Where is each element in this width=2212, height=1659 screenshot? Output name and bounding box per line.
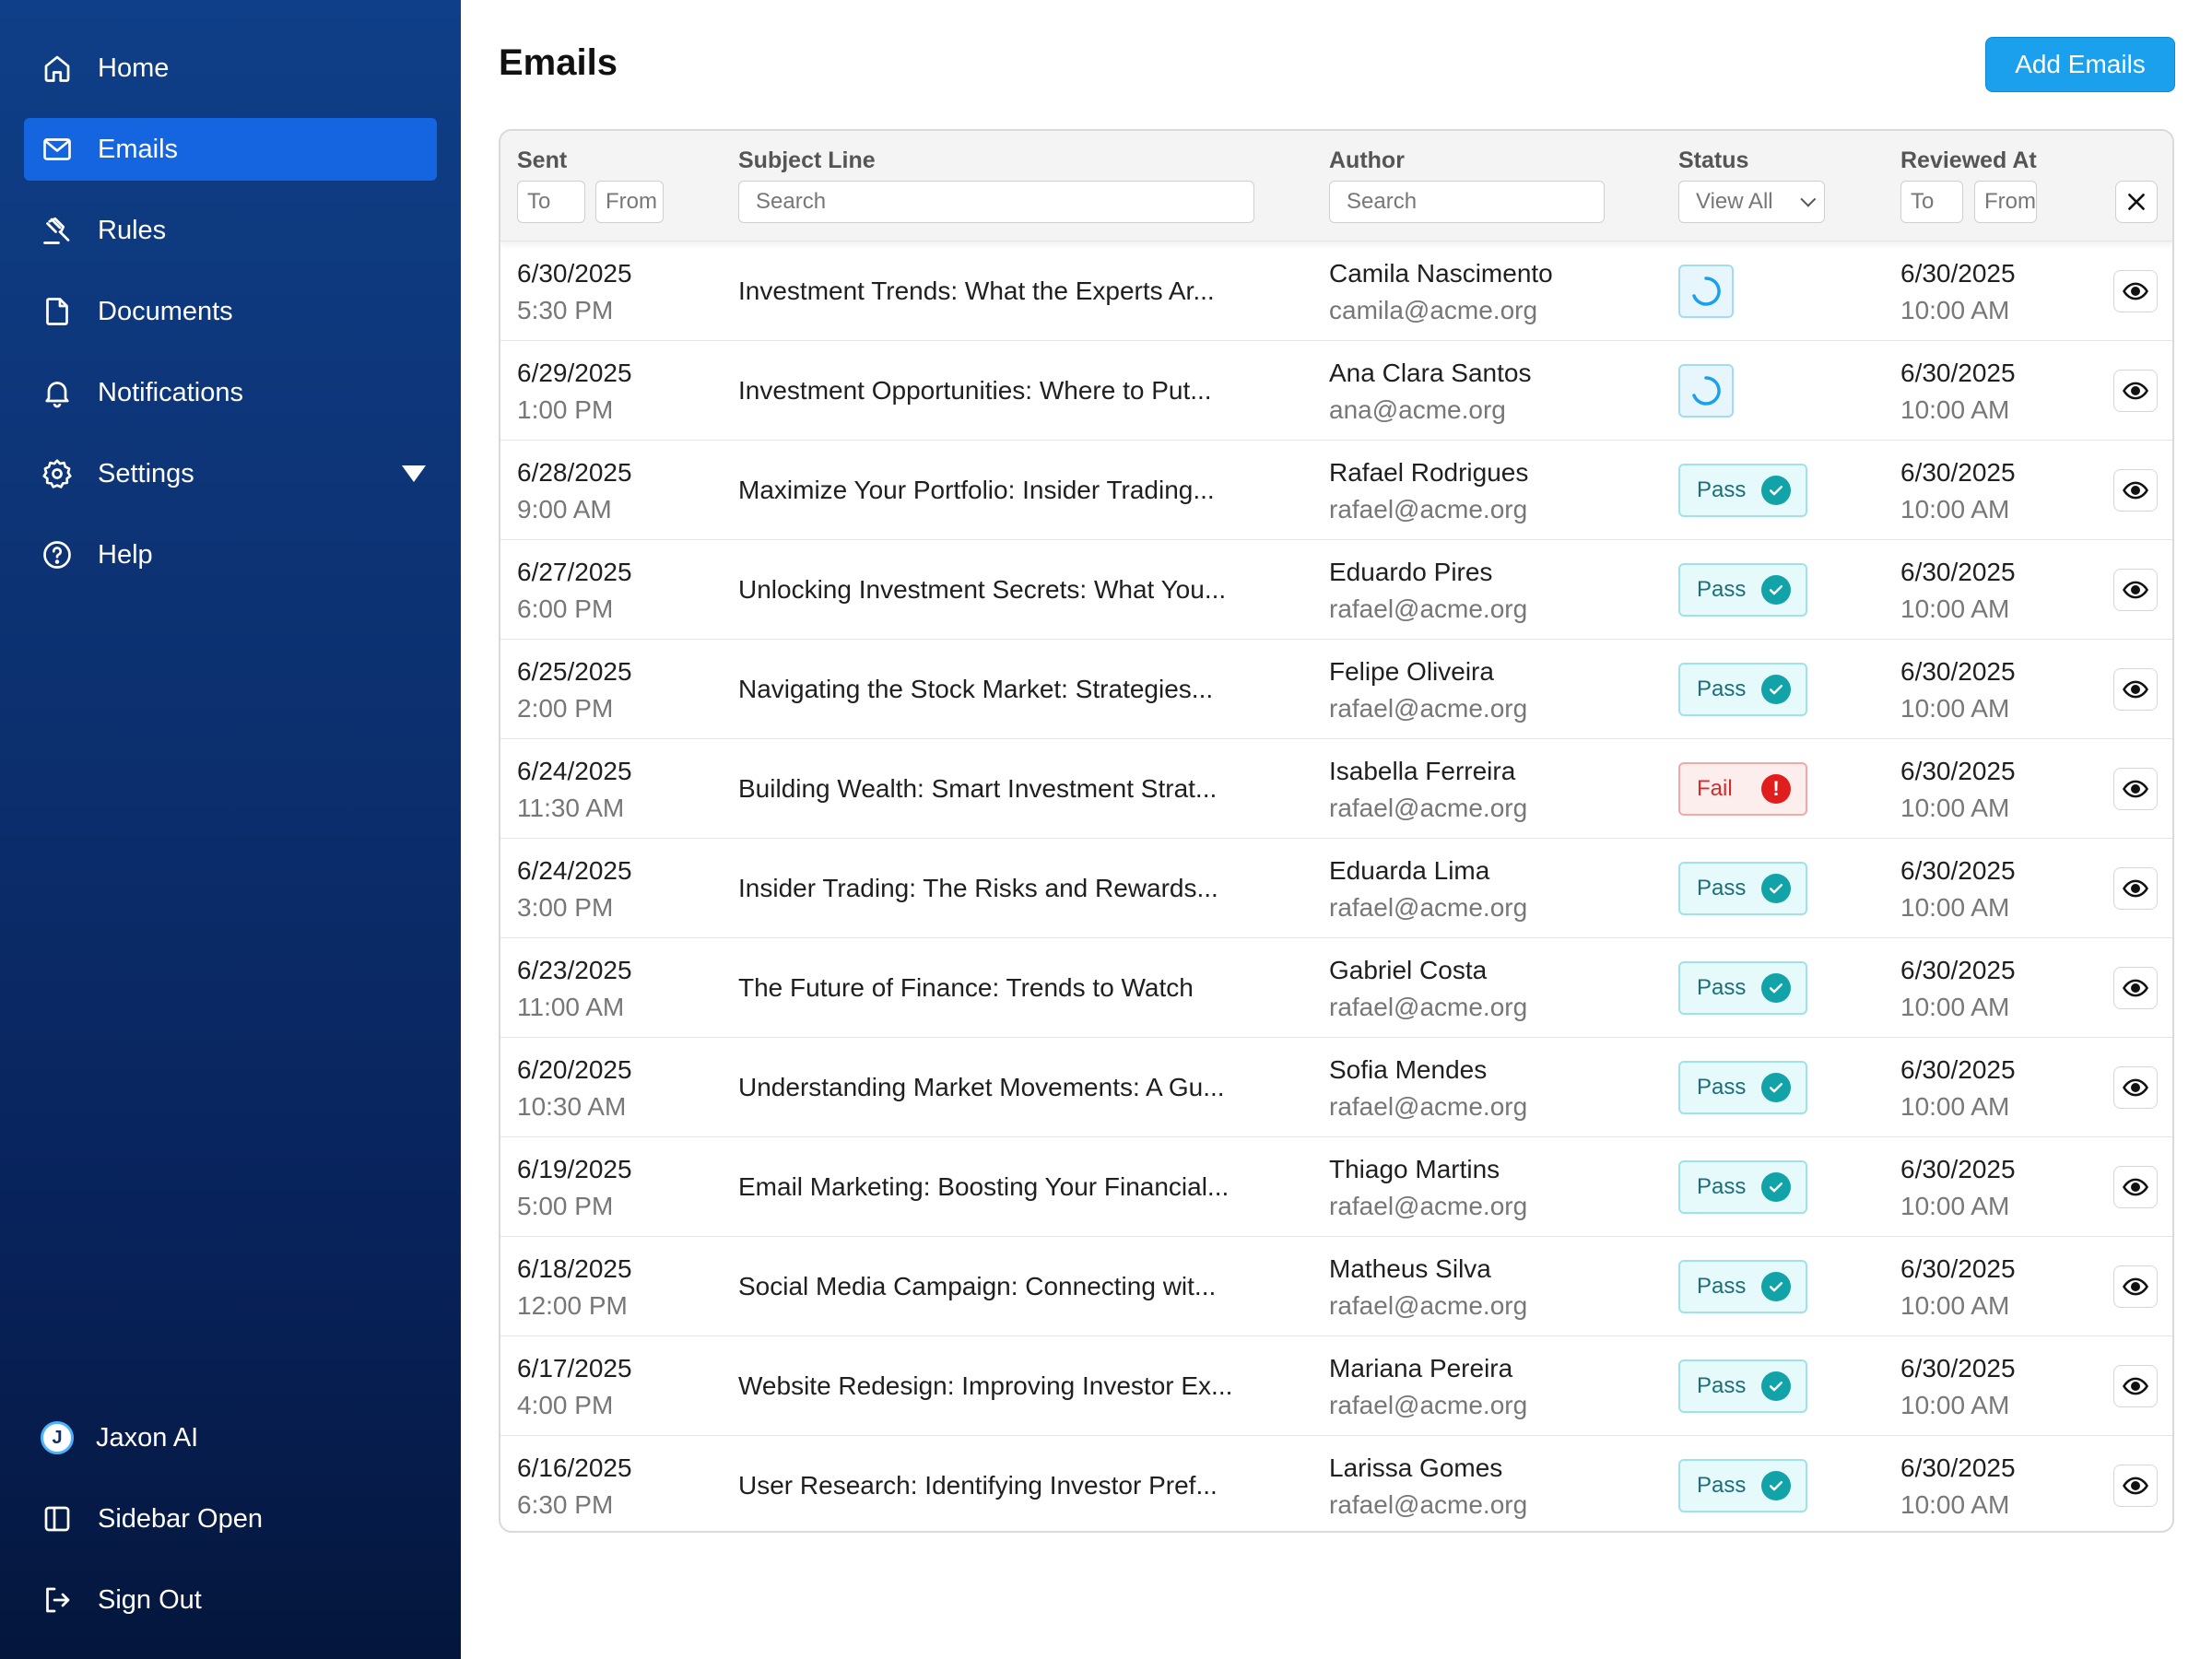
status-badge bbox=[1678, 762, 1807, 816]
sent-date: 6/28/2025 bbox=[517, 458, 632, 487]
subject-search-input[interactable]: Search bbox=[738, 181, 1254, 223]
reviewed-time: 10:00 AM bbox=[1900, 594, 2010, 623]
sidebar-item-label: Documents bbox=[98, 296, 233, 326]
reviewed-date: 6/30/2025 bbox=[1900, 1453, 2016, 1482]
eye-icon bbox=[2122, 1472, 2149, 1500]
author-name: Gabriel Costa bbox=[1329, 956, 1488, 984]
sent-cell bbox=[517, 1251, 632, 1324]
reviewed-cell bbox=[1900, 255, 2016, 329]
author-name: Thiago Martins bbox=[1329, 1155, 1500, 1183]
gavel-icon bbox=[39, 212, 76, 249]
gear-icon bbox=[39, 455, 76, 492]
author-search-input[interactable]: Search bbox=[1329, 181, 1605, 223]
eye-icon bbox=[2122, 576, 2149, 604]
bell-icon bbox=[39, 374, 76, 411]
page-title: Emails bbox=[499, 42, 618, 83]
author-email: ana@acme.org bbox=[1329, 395, 1506, 424]
view-email-button[interactable] bbox=[2113, 569, 2158, 611]
reviewed-cell bbox=[1900, 454, 2016, 528]
status-label: Pass bbox=[1697, 975, 1747, 1000]
reviewed-time: 10:00 AM bbox=[1900, 395, 2010, 424]
view-email-button[interactable] bbox=[2113, 469, 2158, 512]
reviewed-time: 10:00 AM bbox=[1900, 1092, 2010, 1121]
sent-time: 5:30 PM bbox=[517, 296, 614, 324]
column-header-status[interactable]: Status bbox=[1678, 147, 1749, 173]
column-header-reviewed[interactable]: Reviewed At bbox=[1900, 147, 2037, 173]
check-circle-icon bbox=[1761, 675, 1791, 704]
eye-icon bbox=[2122, 974, 2149, 1002]
reviewed-cell bbox=[1900, 1251, 2016, 1324]
author-cell bbox=[1329, 1052, 1527, 1125]
reviewed-time: 10:00 AM bbox=[1900, 296, 2010, 324]
author-name: Ana Clara Santos bbox=[1329, 359, 1532, 387]
subject-cell: The Future of Finance: Trends to Watch bbox=[738, 973, 1194, 1002]
eye-icon bbox=[2122, 1074, 2149, 1101]
document-icon bbox=[39, 293, 76, 330]
status-label: Pass bbox=[1697, 1473, 1747, 1498]
check-circle-icon bbox=[1761, 476, 1791, 505]
loading-spinner-icon bbox=[1688, 372, 1724, 409]
sent-cell bbox=[517, 1450, 632, 1524]
author-name: Rafael Rodrigues bbox=[1329, 458, 1529, 487]
home-icon bbox=[39, 50, 76, 87]
author-cell bbox=[1329, 355, 1531, 429]
sidebar-icon bbox=[39, 1500, 76, 1537]
status-badge bbox=[1678, 1061, 1807, 1114]
status-badge bbox=[1678, 1160, 1807, 1214]
sent-date: 6/20/2025 bbox=[517, 1055, 632, 1084]
status-label: Pass bbox=[1697, 1075, 1747, 1100]
author-cell bbox=[1329, 554, 1527, 628]
alert-circle-icon: ! bbox=[1761, 774, 1791, 804]
column-header-author[interactable]: Author bbox=[1329, 147, 1405, 173]
eye-icon bbox=[2122, 775, 2149, 803]
sent-cell bbox=[517, 1052, 632, 1125]
reviewed-from-input[interactable]: From bbox=[1974, 181, 2037, 223]
sent-cell bbox=[517, 1151, 632, 1225]
sidebar-item-home[interactable] bbox=[24, 37, 437, 100]
author-email: rafael@acme.org bbox=[1329, 993, 1528, 1021]
subject-cell: Email Marketing: Boosting Your Financial... bbox=[738, 1172, 1230, 1201]
subject-cell: Website Redesign: Improving Investor Ex... bbox=[738, 1371, 1233, 1400]
table-row[interactable] bbox=[500, 1038, 2172, 1137]
author-name: Felipe Oliveira bbox=[1329, 657, 1494, 686]
avatar: J bbox=[41, 1421, 74, 1454]
eye-icon bbox=[2122, 875, 2149, 902]
sent-date: 6/17/2025 bbox=[517, 1354, 632, 1382]
check-circle-icon bbox=[1761, 1172, 1791, 1202]
sent-cell bbox=[517, 454, 632, 528]
reviewed-cell bbox=[1900, 853, 2016, 926]
reviewed-cell bbox=[1900, 653, 2016, 727]
eye-icon bbox=[2122, 1372, 2149, 1400]
author-name: Eduardo Pires bbox=[1329, 558, 1493, 586]
check-circle-icon bbox=[1761, 575, 1791, 605]
sent-date: 6/19/2025 bbox=[517, 1155, 632, 1183]
sent-time: 11:00 AM bbox=[517, 993, 625, 1021]
sidebar-item-label: Notifications bbox=[98, 377, 243, 407]
sent-cell bbox=[517, 355, 632, 429]
author-email: rafael@acme.org bbox=[1329, 495, 1528, 524]
reviewed-cell bbox=[1900, 952, 2016, 1026]
sent-cell bbox=[517, 554, 632, 628]
column-header-sent[interactable]: Sent bbox=[517, 147, 568, 173]
sent-date: 6/18/2025 bbox=[517, 1254, 632, 1283]
author-cell bbox=[1329, 952, 1527, 1026]
author-email: rafael@acme.org bbox=[1329, 594, 1528, 623]
author-name: Larissa Gomes bbox=[1329, 1453, 1503, 1482]
author-email: rafael@acme.org bbox=[1329, 1092, 1528, 1121]
sidebar-item-emails[interactable] bbox=[24, 118, 437, 181]
table-row[interactable] bbox=[500, 739, 2172, 839]
status-label: Pass bbox=[1697, 1373, 1747, 1398]
sidebar-item-account[interactable] bbox=[24, 1406, 437, 1469]
sent-time: 3:00 PM bbox=[517, 893, 614, 922]
table-row[interactable] bbox=[500, 540, 2172, 640]
table-header bbox=[500, 131, 2172, 241]
status-badge bbox=[1678, 1459, 1807, 1512]
view-email-button[interactable] bbox=[2113, 1265, 2158, 1308]
sent-time: 6:30 PM bbox=[517, 1490, 614, 1519]
sidebar-item-help[interactable] bbox=[24, 524, 437, 586]
subject-cell: Maximize Your Portfolio: Insider Trading... bbox=[738, 476, 1215, 504]
author-name: Camila Nascimento bbox=[1329, 259, 1553, 288]
sidebar bbox=[0, 0, 461, 1659]
author-email: rafael@acme.org bbox=[1329, 1490, 1528, 1519]
check-circle-icon bbox=[1761, 1371, 1791, 1401]
sign-out-button[interactable] bbox=[24, 1569, 437, 1631]
sent-time: 1:00 PM bbox=[517, 395, 614, 424]
reviewed-time: 10:00 AM bbox=[1900, 1391, 2010, 1419]
reviewed-date: 6/30/2025 bbox=[1900, 1254, 2016, 1283]
status-label: Pass bbox=[1697, 1174, 1747, 1199]
status-label: Pass bbox=[1697, 677, 1747, 701]
sent-from-input[interactable]: From bbox=[595, 181, 664, 223]
author-email: rafael@acme.org bbox=[1329, 893, 1528, 922]
status-label: Fail bbox=[1697, 776, 1733, 801]
table-row[interactable] bbox=[500, 839, 2172, 938]
author-cell bbox=[1329, 1251, 1527, 1324]
reviewed-time: 10:00 AM bbox=[1900, 794, 2010, 822]
reviewed-date: 6/30/2025 bbox=[1900, 259, 2016, 288]
author-name: Eduarda Lima bbox=[1329, 856, 1490, 885]
sidebar-item-label: Home bbox=[98, 53, 170, 83]
sent-time: 6:00 PM bbox=[517, 594, 614, 623]
reviewed-time: 10:00 AM bbox=[1900, 1192, 2010, 1220]
subject-cell: Investment Opportunities: Where to Put... bbox=[738, 376, 1212, 405]
reviewed-time: 10:00 AM bbox=[1900, 495, 2010, 524]
view-email-button[interactable] bbox=[2113, 867, 2158, 910]
reviewed-date: 6/30/2025 bbox=[1900, 757, 2016, 785]
view-email-button[interactable] bbox=[2113, 768, 2158, 810]
sidebar-toggle[interactable] bbox=[24, 1488, 437, 1550]
reviewed-cell bbox=[1900, 355, 2016, 429]
author-name: Matheus Silva bbox=[1329, 1254, 1491, 1283]
sent-date: 6/24/2025 bbox=[517, 757, 632, 785]
author-name: Mariana Pereira bbox=[1329, 1354, 1513, 1382]
clear-filters-button[interactable] bbox=[2115, 181, 2158, 223]
sent-to-input[interactable]: To bbox=[517, 181, 585, 223]
subject-cell: Unlocking Investment Secrets: What You... bbox=[738, 575, 1227, 604]
sent-date: 6/30/2025 bbox=[517, 259, 632, 288]
table-row[interactable] bbox=[500, 1436, 2172, 1533]
sidebar-item-label: Help bbox=[98, 539, 153, 570]
author-cell bbox=[1329, 1350, 1527, 1424]
account-name: Jaxon AI bbox=[96, 1422, 199, 1453]
reviewed-time: 10:00 AM bbox=[1900, 1291, 2010, 1320]
status-badge-pending bbox=[1678, 364, 1734, 418]
sent-time: 5:00 PM bbox=[517, 1192, 614, 1220]
reviewed-cell bbox=[1900, 753, 2016, 827]
subject-cell: Understanding Market Movements: A Gu... bbox=[738, 1073, 1225, 1101]
status-badge bbox=[1678, 1260, 1807, 1313]
view-email-button[interactable] bbox=[2113, 1066, 2158, 1109]
author-email: rafael@acme.org bbox=[1329, 794, 1528, 822]
sign-out-icon bbox=[39, 1582, 76, 1618]
help-icon bbox=[39, 536, 76, 573]
reviewed-time: 10:00 AM bbox=[1900, 1490, 2010, 1519]
sent-cell bbox=[517, 853, 632, 926]
table-row[interactable] bbox=[500, 1137, 2172, 1237]
status-badge bbox=[1678, 961, 1807, 1015]
sent-date: 6/25/2025 bbox=[517, 657, 632, 686]
reviewed-date: 6/30/2025 bbox=[1900, 1055, 2016, 1084]
eye-icon bbox=[2122, 676, 2149, 703]
add-emails-button[interactable]: Add Emails bbox=[1985, 37, 2175, 92]
view-email-button[interactable] bbox=[2113, 967, 2158, 1009]
eye-icon bbox=[2122, 477, 2149, 504]
author-cell bbox=[1329, 853, 1527, 926]
check-circle-icon bbox=[1761, 1073, 1791, 1102]
table-row[interactable] bbox=[500, 1237, 2172, 1336]
author-cell bbox=[1329, 1450, 1527, 1524]
status-label: Pass bbox=[1697, 477, 1747, 502]
chevron-down-icon[interactable] bbox=[402, 465, 426, 482]
author-name: Sofia Mendes bbox=[1329, 1055, 1488, 1084]
author-email: rafael@acme.org bbox=[1329, 694, 1528, 723]
author-name: Isabella Ferreira bbox=[1329, 757, 1516, 785]
sidebar-bottom bbox=[24, 1406, 437, 1650]
sent-cell bbox=[517, 255, 632, 329]
subject-cell: Building Wealth: Smart Investment Strat... bbox=[738, 774, 1218, 803]
view-email-button[interactable] bbox=[2113, 668, 2158, 711]
status-badge bbox=[1678, 663, 1807, 716]
reviewed-cell bbox=[1900, 1350, 2016, 1424]
main-content bbox=[461, 0, 2212, 1659]
view-email-button[interactable] bbox=[2113, 270, 2158, 312]
reviewed-date: 6/30/2025 bbox=[1900, 359, 2016, 387]
sent-time: 4:00 PM bbox=[517, 1391, 614, 1419]
subject-cell: Insider Trading: The Risks and Rewards... bbox=[738, 874, 1218, 902]
view-email-button[interactable] bbox=[2113, 370, 2158, 412]
sidebar-item-label: Rules bbox=[98, 215, 167, 245]
eye-icon bbox=[2122, 277, 2149, 305]
status-badge bbox=[1678, 464, 1807, 517]
sidebar-toggle-label: Sidebar Open bbox=[98, 1503, 263, 1534]
sent-time: 12:00 PM bbox=[517, 1291, 628, 1320]
sidebar-item-documents[interactable] bbox=[24, 280, 437, 343]
sidebar-item-settings[interactable] bbox=[24, 442, 437, 505]
chevron-down-icon bbox=[1800, 192, 1816, 207]
eye-icon bbox=[2122, 1173, 2149, 1201]
view-email-button[interactable] bbox=[2113, 1465, 2158, 1507]
status-select[interactable] bbox=[1678, 181, 1825, 223]
reviewed-date: 6/30/2025 bbox=[1900, 856, 2016, 885]
status-label: Pass bbox=[1697, 577, 1747, 602]
status-badge-pending bbox=[1678, 265, 1734, 318]
check-circle-icon bbox=[1761, 1471, 1791, 1500]
sign-out-label: Sign Out bbox=[98, 1584, 202, 1615]
subject-cell: Investment Trends: What the Experts Ar... bbox=[738, 276, 1215, 305]
status-label: Pass bbox=[1697, 876, 1747, 900]
status-badge bbox=[1678, 862, 1807, 915]
reviewed-cell bbox=[1900, 1151, 2016, 1225]
sidebar-item-notifications[interactable] bbox=[24, 361, 437, 424]
author-email: rafael@acme.org bbox=[1329, 1192, 1528, 1220]
subject-cell: User Research: Identifying Investor Pref... bbox=[738, 1471, 1218, 1500]
eye-icon bbox=[2122, 1273, 2149, 1300]
close-icon bbox=[2124, 190, 2148, 214]
reviewed-date: 6/30/2025 bbox=[1900, 458, 2016, 487]
subject-cell: Navigating the Stock Market: Strategies... bbox=[738, 675, 1214, 703]
reviewed-time: 10:00 AM bbox=[1900, 893, 2010, 922]
view-email-button[interactable] bbox=[2113, 1365, 2158, 1407]
loading-spinner-icon bbox=[1688, 273, 1724, 310]
table-row[interactable] bbox=[500, 341, 2172, 441]
table-row[interactable] bbox=[500, 1336, 2172, 1436]
status-badge bbox=[1678, 563, 1807, 617]
check-circle-icon bbox=[1761, 1272, 1791, 1301]
sent-date: 6/27/2025 bbox=[517, 558, 632, 586]
sent-cell bbox=[517, 952, 632, 1026]
table-row[interactable] bbox=[500, 938, 2172, 1038]
mail-icon bbox=[39, 131, 76, 168]
table-row[interactable] bbox=[500, 640, 2172, 739]
status-badge bbox=[1678, 1359, 1807, 1413]
check-circle-icon bbox=[1761, 973, 1791, 1003]
reviewed-date: 6/30/2025 bbox=[1900, 1155, 2016, 1183]
sent-time: 11:30 AM bbox=[517, 794, 625, 822]
sidebar-item-label: Emails bbox=[98, 134, 179, 164]
sent-date: 6/16/2025 bbox=[517, 1453, 632, 1482]
sent-cell bbox=[517, 1350, 632, 1424]
sent-cell bbox=[517, 753, 632, 827]
reviewed-time: 10:00 AM bbox=[1900, 694, 2010, 723]
sent-date: 6/29/2025 bbox=[517, 359, 632, 387]
author-cell bbox=[1329, 454, 1528, 528]
author-email: camila@acme.org bbox=[1329, 296, 1538, 324]
check-circle-icon bbox=[1761, 874, 1791, 903]
sent-time: 10:30 AM bbox=[517, 1092, 627, 1121]
view-email-button[interactable] bbox=[2113, 1166, 2158, 1208]
sent-time: 2:00 PM bbox=[517, 694, 614, 723]
table-body bbox=[500, 241, 2172, 1533]
author-cell bbox=[1329, 255, 1553, 329]
sidebar-nav bbox=[24, 37, 437, 605]
author-email: rafael@acme.org bbox=[1329, 1291, 1528, 1320]
author-cell bbox=[1329, 653, 1527, 727]
reviewed-date: 6/30/2025 bbox=[1900, 558, 2016, 586]
reviewed-date: 6/30/2025 bbox=[1900, 657, 2016, 686]
emails-table bbox=[499, 129, 2174, 1533]
subject-cell: Social Media Campaign: Connecting wit... bbox=[738, 1272, 1217, 1300]
column-header-subject[interactable]: Subject Line bbox=[738, 147, 876, 173]
table-row[interactable] bbox=[500, 241, 2172, 341]
author-cell bbox=[1329, 753, 1527, 827]
reviewed-to-input[interactable]: To bbox=[1900, 181, 1963, 223]
table-row[interactable] bbox=[500, 441, 2172, 540]
sent-date: 6/24/2025 bbox=[517, 856, 632, 885]
reviewed-date: 6/30/2025 bbox=[1900, 1354, 2016, 1382]
reviewed-cell bbox=[1900, 1450, 2016, 1524]
eye-icon bbox=[2122, 377, 2149, 405]
sent-time: 9:00 AM bbox=[517, 495, 612, 524]
status-select-value: View All bbox=[1696, 189, 1773, 214]
author-cell bbox=[1329, 1151, 1527, 1225]
reviewed-time: 10:00 AM bbox=[1900, 993, 2010, 1021]
status-label: Pass bbox=[1697, 1274, 1747, 1299]
sidebar-item-label: Settings bbox=[98, 458, 194, 488]
reviewed-date: 6/30/2025 bbox=[1900, 956, 2016, 984]
sent-cell bbox=[517, 653, 632, 727]
reviewed-cell bbox=[1900, 554, 2016, 628]
sidebar-item-rules[interactable] bbox=[24, 199, 437, 262]
author-email: rafael@acme.org bbox=[1329, 1391, 1528, 1419]
reviewed-cell bbox=[1900, 1052, 2016, 1125]
sent-date: 6/23/2025 bbox=[517, 956, 632, 984]
